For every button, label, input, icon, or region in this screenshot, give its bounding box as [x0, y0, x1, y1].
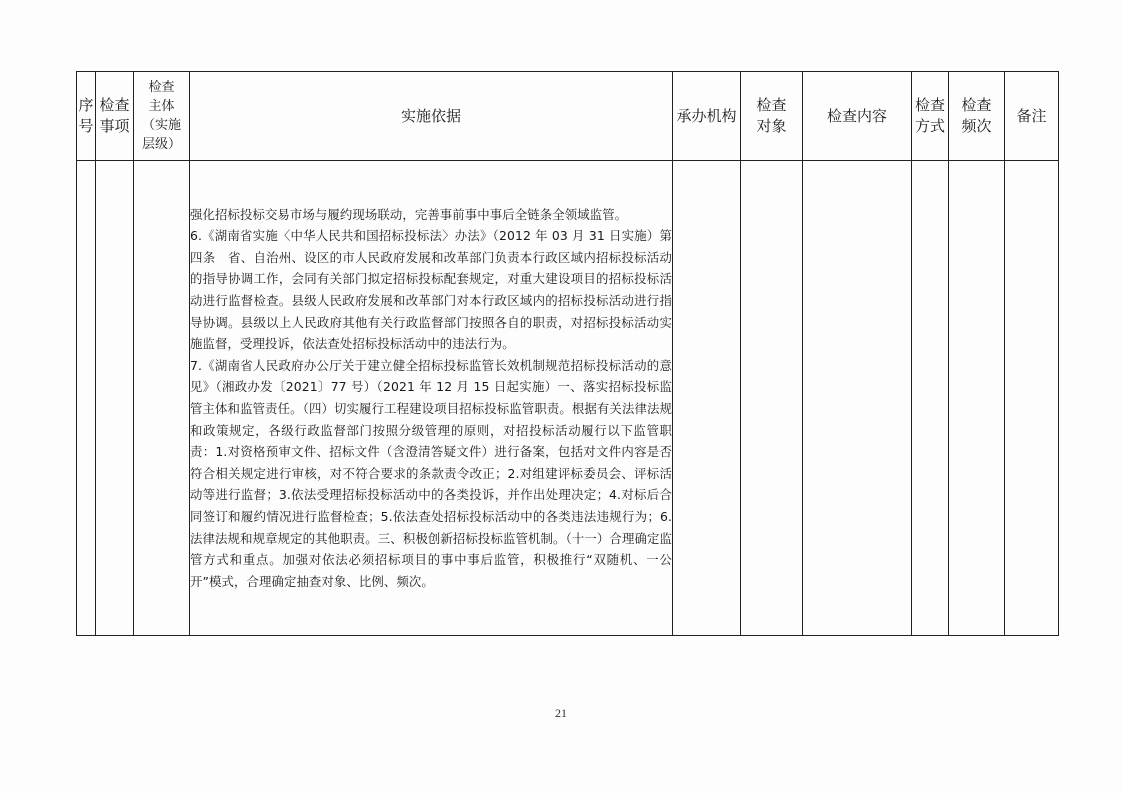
basis-paragraph: 强化招标投标交易市场与履约现场联动，完善事前事中事后全链条全领域监管。 [190, 206, 628, 222]
header-basis: 实施依据 [190, 72, 673, 161]
cell-method [912, 161, 949, 636]
table-header-row [77, 72, 1059, 161]
inspection-table [76, 71, 1059, 636]
cell-object [741, 161, 803, 636]
cell-subject [134, 161, 190, 636]
basis-paragraph: 7.《湖南省人民政府办公厅关于建立健全招标投标监管长效机制规范招标投标活动的意见》（湘政办发〔2021〕77 号）（2021 年 12 月 15 日起实施）一、落实招标投标监管主体和监管责任。（四）切实履行工程建设项目招标投标监管职责。根据有关法律法规和政策规定，各级行政监督部门按照分级管理的原则，对招投标活动履行以下监管职责：1.对资格预审文件、招标文件（含澄清答疑文件）进行备案，包括对文件内容是否符合相关规定进行审核，对不符合要求的条款责令改正；2.对组建评标委员会、评标活动等进行监督；3.依法受理招标投标活动中的各类投诉，并作出处理决定；4.对标后合同签订和履约情况进行监督检查；5.依法查处招标投标活动中的各类违法违规行为；6.法律法规和规章规定的其他职责。三、积极创新招标投标监管机制。（十一）合理确定监管方式和重点。加强对依法必须招标项目的事中事后监管，积极推行“双随机、一公开”模式，合理确定抽查对象、比例、频次。 [190, 357, 672, 589]
cell-seq [77, 161, 96, 636]
header-org: 承办机构 [673, 72, 741, 161]
header-remarks: 备注 [1005, 72, 1059, 161]
header-item: 检查 事项 [96, 72, 134, 161]
cell-content [803, 161, 912, 636]
basis-paragraph: 6.《湖南省实施〈中华人民共和国招标投标法〉办法》（2012 年 03 月 31 日实施）第四条 省、自治州、设区的市人民政府发展和改革部门负责本行政区域内招标投标活动的指导协调工作，会同有关部门拟定招标投标配套规定，对重大建设项目的招标投标活动进行监督检查。县级人民政府发展和改革部门对本行政区域内的招标投标活动进行指导协调。县级以上人民政府其他有关行政监督部门按照各自的职责，对招标投标活动实施监督，受理投诉，依法查处招标投标活动中的违法行为。 [190, 228, 672, 352]
header-subject: 检查 主体 （实施 层级） [134, 72, 190, 161]
cell-frequency [949, 161, 1005, 636]
header-method: 检查 方式 [912, 72, 949, 161]
header-content: 检查内容 [803, 72, 912, 161]
header-frequency: 检查 频次 [949, 72, 1005, 161]
cell-item [96, 161, 134, 636]
table-row [77, 161, 1059, 636]
cell-org [673, 161, 741, 636]
page-number: 21 [555, 706, 567, 720]
header-seq: 序 号 [77, 72, 96, 161]
cell-basis [190, 161, 673, 636]
cell-remarks [1005, 161, 1059, 636]
header-object: 检查 对象 [741, 72, 803, 161]
